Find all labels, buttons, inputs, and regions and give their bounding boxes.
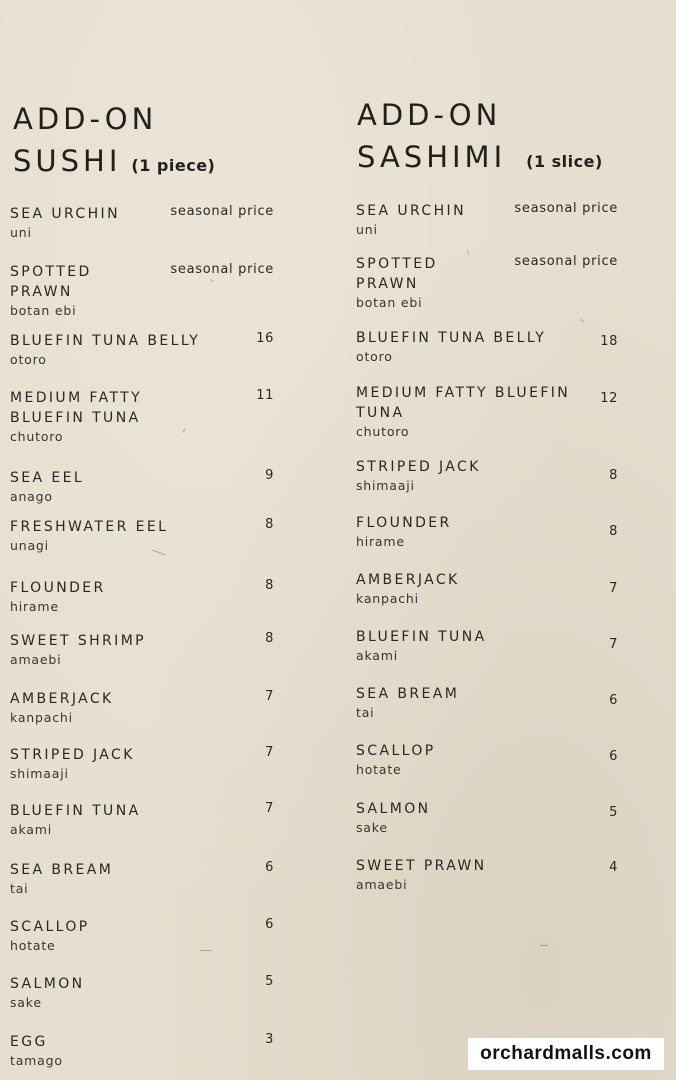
item-price: 7	[265, 745, 274, 760]
menu-item	[10, 331, 278, 368]
item-price: 4	[609, 860, 618, 875]
item-price: 9	[265, 468, 274, 483]
item-price: 8	[265, 631, 274, 646]
item-name: STRIPED JACK	[356, 459, 481, 475]
item-romaji: sake	[10, 995, 42, 1010]
menu-item	[356, 799, 624, 836]
item-name: STRIPED JACK	[10, 747, 135, 763]
menu-item	[10, 204, 278, 241]
item-romaji: unagi	[10, 538, 49, 553]
item-romaji: hotate	[356, 762, 402, 777]
item-name: SPOTTED PRAWN	[356, 256, 438, 292]
item-romaji: uni	[356, 222, 378, 237]
paper-speck	[540, 945, 548, 946]
item-name: BLUEFIN TUNA BELLY	[10, 333, 201, 349]
menu-item	[356, 457, 624, 494]
item-romaji: otoro	[10, 352, 47, 367]
item-romaji: botan ebi	[10, 303, 77, 318]
item-price: 18	[600, 334, 618, 349]
menu-item	[356, 254, 624, 311]
menu-item	[356, 627, 624, 664]
sashimi-title-line2: SASHIMI	[357, 140, 507, 174]
item-name: SEA URCHIN	[10, 206, 120, 222]
item-price: seasonal price	[170, 262, 274, 277]
menu-item	[10, 917, 278, 954]
item-price: seasonal price	[514, 201, 618, 216]
item-price: 12	[600, 391, 618, 406]
item-romaji: shimaaji	[10, 766, 69, 781]
item-romaji: amaebi	[10, 652, 62, 667]
item-romaji: uni	[10, 225, 32, 240]
item-price: 5	[609, 805, 618, 820]
menu-item	[356, 328, 624, 365]
item-romaji: chutoro	[356, 424, 410, 439]
item-name: EGG	[10, 1034, 48, 1050]
item-price: seasonal price	[514, 254, 618, 269]
item-romaji: hirame	[356, 534, 405, 549]
item-price: 7	[609, 637, 618, 652]
item-romaji: tai	[356, 705, 375, 720]
item-name: AMBERJACK	[10, 691, 114, 707]
item-name: MEDIUM FATTY BLUEFIN TUNA	[356, 385, 571, 421]
menu-item	[10, 689, 278, 726]
sashimi-heading	[357, 94, 603, 183]
item-name: BLUEFIN TUNA	[356, 629, 487, 645]
item-price: 7	[609, 581, 618, 596]
item-price: 3	[265, 1032, 274, 1047]
item-romaji: sake	[356, 820, 388, 835]
item-name: SEA BREAM	[10, 862, 114, 878]
item-price: 5	[265, 974, 274, 989]
menu-item	[356, 741, 624, 778]
item-name: FRESHWATER EEL	[10, 519, 169, 535]
menu-item	[356, 383, 624, 440]
sashimi-title-line1: ADD-ON	[357, 98, 502, 132]
menu-item	[10, 801, 278, 838]
sashimi-qty-note: (1 slice)	[526, 152, 603, 171]
sushi-qty-note: (1 piece)	[131, 156, 216, 175]
menu-item	[10, 1032, 278, 1069]
item-price: 16	[256, 331, 274, 346]
sushi-heading	[13, 98, 215, 187]
item-name: SEA URCHIN	[356, 203, 466, 219]
item-price: 6	[265, 917, 274, 932]
item-name: SWEET SHRIMP	[10, 633, 147, 649]
item-romaji: kanpachi	[10, 710, 73, 725]
sushi-title-line2: SUSHI	[13, 144, 122, 178]
item-price: 8	[265, 517, 274, 532]
item-price: seasonal price	[170, 204, 274, 219]
item-romaji: akami	[10, 822, 52, 837]
item-romaji: otoro	[356, 349, 393, 364]
menu-item	[10, 578, 278, 615]
menu-item	[10, 517, 278, 554]
menu-item	[10, 974, 278, 1011]
paper-speck	[467, 250, 469, 254]
item-price: 6	[265, 860, 274, 875]
item-romaji: tamago	[10, 1053, 63, 1068]
paper-speck	[580, 319, 584, 322]
menu-item	[356, 684, 624, 721]
item-romaji: anago	[10, 489, 53, 504]
item-name: AMBERJACK	[356, 572, 460, 588]
menu-item	[10, 631, 278, 668]
paper-speck	[200, 950, 212, 951]
menu-item	[10, 860, 278, 897]
menu-item	[10, 468, 278, 505]
menu-item	[10, 745, 278, 782]
item-name: SEA EEL	[10, 470, 85, 486]
item-price: 7	[265, 689, 274, 704]
item-romaji: tai	[10, 881, 29, 896]
item-name: FLOUNDER	[356, 515, 452, 531]
item-romaji: akami	[356, 648, 398, 663]
item-name: SCALLOP	[356, 743, 436, 759]
item-name: FLOUNDER	[10, 580, 106, 596]
item-romaji: kanpachi	[356, 591, 419, 606]
item-price: 6	[609, 749, 618, 764]
menu-item	[356, 856, 624, 893]
item-romaji: shimaaji	[356, 478, 415, 493]
item-price: 8	[609, 524, 618, 539]
menu-item	[356, 513, 624, 550]
item-name: SALMON	[356, 801, 431, 817]
item-name: SWEET PRAWN	[356, 858, 487, 874]
item-name: SALMON	[10, 976, 85, 992]
item-price: 6	[609, 693, 618, 708]
item-romaji: botan ebi	[356, 295, 423, 310]
item-romaji: chutoro	[10, 429, 64, 444]
item-name: MEDIUM FATTY BLUEFIN TUNA	[10, 390, 143, 426]
menu-item	[356, 570, 624, 607]
menu-item	[10, 388, 278, 445]
item-name: SPOTTED PRAWN	[10, 264, 92, 300]
watermark: orchardmalls.com	[468, 1038, 664, 1070]
item-price: 8	[609, 468, 618, 483]
item-romaji: hirame	[10, 599, 59, 614]
item-name: SCALLOP	[10, 919, 90, 935]
menu-item	[356, 201, 624, 238]
menu-item	[10, 262, 278, 319]
sushi-title-line1: ADD-ON	[13, 102, 158, 136]
item-name: SEA BREAM	[356, 686, 460, 702]
item-romaji: amaebi	[356, 877, 408, 892]
item-price: 11	[256, 388, 274, 403]
item-name: BLUEFIN TUNA	[10, 803, 141, 819]
item-price: 8	[265, 578, 274, 593]
item-price: 7	[265, 801, 274, 816]
item-romaji: hotate	[10, 938, 56, 953]
item-name: BLUEFIN TUNA BELLY	[356, 330, 547, 346]
